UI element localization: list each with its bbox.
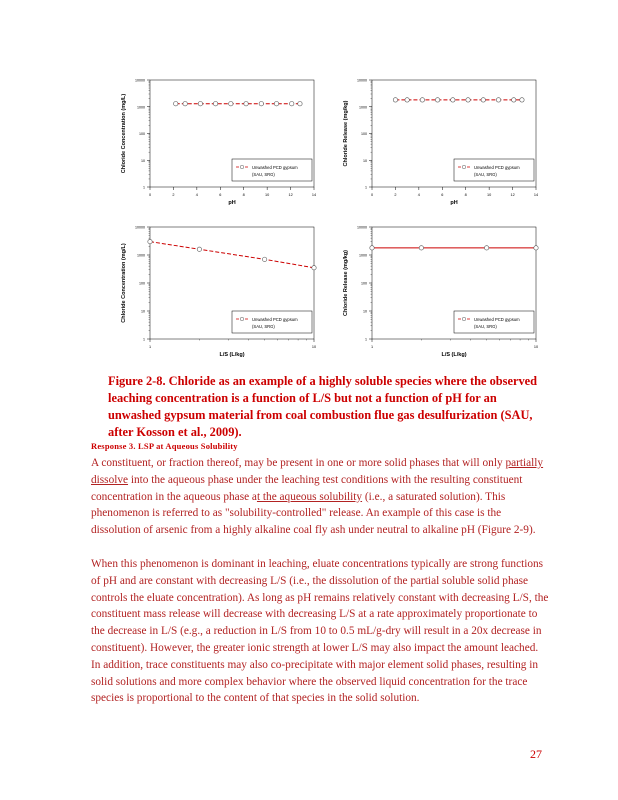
x-tick-label: 8 — [242, 193, 245, 197]
legend-box — [232, 159, 312, 181]
y-tick-label: 100 — [139, 132, 145, 136]
data-point — [274, 102, 278, 106]
x-tick-label: 14 — [533, 193, 539, 197]
chart-svg — [108, 222, 318, 357]
chart-release-vs-ph — [330, 75, 540, 205]
legend-box — [454, 311, 534, 333]
y-tick-label: 10000 — [357, 78, 367, 83]
paragraph-1 — [91, 455, 549, 539]
x-tick-label: 2 — [394, 193, 397, 197]
data-point — [419, 246, 423, 250]
x-tick-label: 0 — [148, 193, 152, 197]
legend-marker — [462, 165, 466, 169]
y-tick-label: 1 — [365, 337, 367, 342]
x-tick-label: 6 — [219, 193, 222, 197]
y-tick-label: 10 — [141, 309, 145, 314]
x-tick-label: 10 — [533, 345, 539, 349]
x-tick-label: 14 — [311, 193, 317, 197]
data-point — [496, 98, 500, 102]
y-tick-label: 10 — [363, 309, 367, 314]
legend-marker — [240, 317, 244, 321]
y-tick-label: 100 — [361, 132, 367, 136]
y-tick-label: 100 — [139, 281, 145, 286]
data-point — [451, 98, 455, 102]
paragraph-2: When this phenomenon is dominant in leaching, eluate concentrations typically are strong functions of pH and are constant with decreasing L/S (i.e., the dissolution of the partial soluble solid phase controls the eluate concentration). As long as pH remains relatively constant with decreasing L/S, the constituent mass release will decrease with decreasing L/S at a rate approximately proportionate to the decrease in L/S (e.g., a reduction in L/S from 10 to 0.5 mL/g-dry will result in a 20x decrease in constituent). However, the greater ionic strength at lower L/S may also impact the amount leached. In addition, trace constituents may also co-precipitate with major element solid phases, resulting in solid solutions and more complex behavior where the observed liquid concentration for the trace species is proportional to the content of that species in the solid solution. — [91, 558, 549, 705]
section-heading: Response 3. LSP at Aqueous Solubility — [91, 441, 238, 451]
y-tick-label: 1000 — [137, 253, 145, 258]
data-point — [435, 98, 439, 102]
y-tick-label: 10 — [363, 158, 367, 163]
y-axis-label: Chloride Release (mg/kg) — [343, 249, 349, 317]
x-tick-label: 2 — [172, 193, 175, 197]
data-point — [259, 102, 263, 106]
data-point — [466, 98, 470, 102]
chart-svg — [330, 75, 540, 205]
para1-s1: A constituent, or fraction thereof, may be present in one or more solid phases that will only — [91, 457, 503, 469]
data-point — [312, 266, 316, 270]
para1-underlined-1: partially dissolve — [91, 457, 544, 486]
x-tick-label: 10 — [487, 193, 492, 197]
series-line — [150, 242, 314, 268]
legend-label: (SAU, SRG) — [474, 172, 497, 177]
x-tick-label: 12 — [288, 193, 293, 197]
x-axis-label: pH — [450, 200, 458, 206]
legend-label: Unwashed PCD gypsum — [252, 317, 298, 322]
y-tick-label: 10000 — [135, 225, 145, 230]
x-tick-label: 1 — [370, 345, 374, 349]
data-point — [484, 246, 488, 250]
x-axis-label: pH — [228, 200, 236, 206]
legend-label: Unwashed PCD gypsum — [252, 165, 298, 170]
y-tick-label: 10000 — [135, 78, 145, 83]
x-tick-label: 12 — [510, 193, 515, 197]
y-tick-label: 1 — [365, 185, 367, 190]
x-tick-label: 10 — [265, 193, 270, 197]
data-point — [520, 98, 524, 102]
legend-marker — [240, 165, 244, 169]
data-point — [405, 98, 409, 102]
y-tick-label: 10000 — [357, 225, 367, 230]
data-point — [512, 98, 516, 102]
para1-underlined-2: t the aqueous solubility — [256, 490, 363, 503]
x-axis-label: L/S (L/kg) — [219, 352, 245, 358]
legend-box — [232, 311, 312, 333]
data-point — [534, 246, 538, 250]
y-tick-label: 1000 — [137, 105, 145, 110]
legend-label: Unwashed PCD gypsum — [474, 317, 520, 322]
legend-marker — [462, 317, 466, 321]
data-point — [174, 102, 178, 106]
data-point — [290, 102, 294, 106]
data-point — [298, 102, 302, 106]
data-point — [183, 102, 187, 106]
y-tick-label: 1 — [143, 185, 145, 190]
chart-svg — [330, 222, 540, 357]
data-point — [198, 102, 202, 106]
data-point — [481, 98, 485, 102]
data-point — [262, 257, 266, 261]
x-tick-label: 6 — [441, 193, 444, 197]
y-tick-label: 100 — [361, 281, 367, 286]
chart-release-vs-ls — [330, 222, 540, 357]
y-tick-label: 1 — [143, 337, 145, 342]
legend-label: (SAU, SRG) — [252, 172, 275, 177]
y-axis-label: Chloride Concentration (mg/L) — [121, 243, 127, 323]
data-point — [393, 98, 397, 102]
x-tick-label: 8 — [464, 193, 467, 197]
y-tick-label: 1000 — [359, 253, 367, 258]
legend-label: Unwashed PCD gypsum — [474, 165, 520, 170]
data-point — [213, 102, 217, 106]
para1-s3: into the aqueous phase under the leaching test conditions with the resulting constituent concentration in the aqueous phase a — [91, 473, 523, 503]
para1-s5: (i.e., a saturated solution). This phenomenon is referred to as "solubility-controlled" release. An example of this case is the dissolution of arsenic from a highly alkaline coal fly ash under neutral to alkaline pH (Figure 2-9). — [91, 490, 536, 537]
chart-concentration-vs-ls — [108, 222, 318, 357]
chart-svg — [108, 75, 318, 205]
data-point — [197, 247, 201, 251]
x-tick-label: 4 — [417, 193, 420, 197]
data-point — [370, 246, 374, 250]
x-tick-label: 10 — [311, 345, 317, 349]
legend-label: (SAU, SRG) — [252, 324, 275, 329]
data-point — [420, 98, 424, 102]
y-tick-label: 1000 — [359, 105, 367, 110]
y-tick-label: 10 — [141, 158, 145, 163]
x-tick-label: 1 — [148, 345, 152, 349]
figure-caption: Figure 2-8. Chloride as an example of a highly soluble species where the observed leaching concentration is a function of L/S but not a function of pH for an unwashed gypsum material from coal combustion flue gas desulfurization (SAU, after Kosson et al., 2009). — [108, 374, 538, 439]
x-tick-label: 0 — [370, 193, 374, 197]
data-point — [148, 239, 152, 243]
legend-label: (SAU, SRG) — [474, 324, 497, 329]
x-axis-label: L/S (L/kg) — [441, 352, 467, 358]
data-point — [229, 102, 233, 106]
x-tick-label: 4 — [195, 193, 198, 197]
y-axis-label: Chloride Concentration (mg/L) — [121, 93, 127, 174]
data-point — [244, 102, 248, 106]
chart-concentration-vs-ph — [108, 75, 318, 205]
y-axis-label: Chloride Release (mg/kg) — [343, 100, 349, 167]
legend-box — [454, 159, 534, 181]
page-number: 27 — [530, 747, 542, 761]
